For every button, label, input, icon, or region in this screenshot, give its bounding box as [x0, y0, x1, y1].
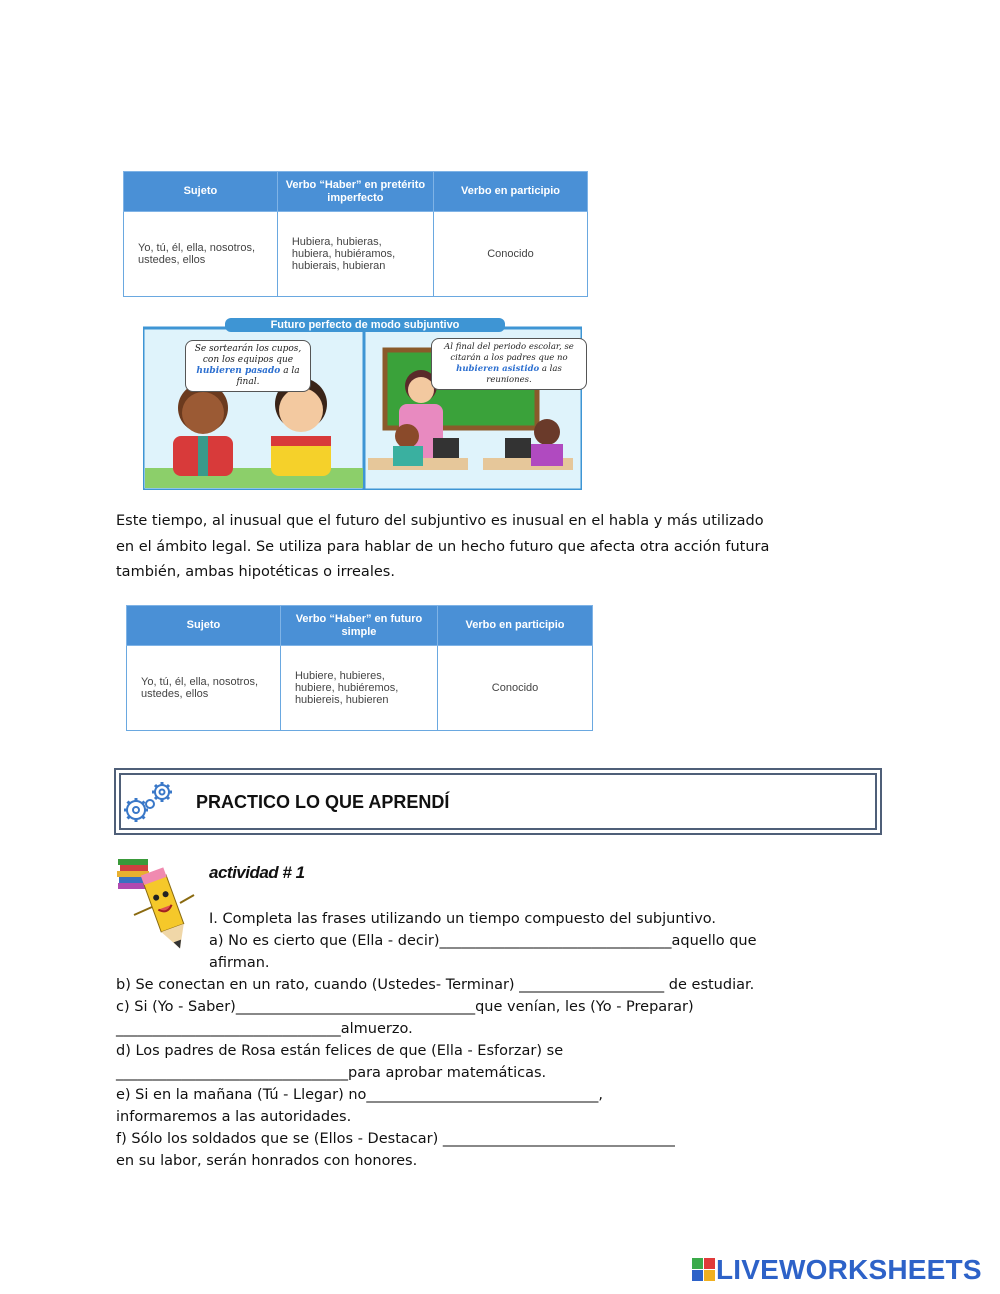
- bubble-text: Se sortearán los cupos, con los equipos que: [194, 344, 302, 365]
- exercise-line[interactable]: a) No es cierto que (Ella - decir)________________________________aquello que: [209, 933, 757, 949]
- speech-bubble-left: [185, 340, 311, 392]
- paragraph-line: también, ambas hipotéticas o irreales.: [116, 564, 395, 580]
- paragraph-line: Este tiempo, al inusual que el futuro del subjuntivo es inusual en el habla y más utilizado: [116, 513, 764, 529]
- bubble-text: a la final.: [236, 366, 300, 387]
- table-cell-participle: Conocido: [433, 212, 587, 297]
- exercise-line[interactable]: b) Se conectan en un rato, cuando (Ustedes- Terminar) ____________________ de estudiar.: [116, 977, 755, 993]
- liveworksheets-logo[interactable]: [692, 1255, 982, 1285]
- exercise-line: d) Los padres de Rosa están felices de que (Ella - Esforzar) se: [116, 1043, 564, 1059]
- table-header: Verbo “Haber” en pretérito imperfecto: [277, 172, 433, 212]
- logo-blocks-icon: [692, 1258, 716, 1282]
- exercise-line: informaremos a las autoridades.: [116, 1109, 352, 1125]
- verb-table-future: [126, 605, 593, 731]
- table-cell-verb: Hubiera, hubieras, hubiera, hubiéramos, hubierais, hubieran: [277, 212, 433, 297]
- table-cell-subject: Yo, tú, él, ella, nosotros, ustedes, ellos: [127, 646, 281, 731]
- table-header: Verbo en participio: [438, 606, 593, 646]
- table-header: Verbo en participio: [433, 172, 587, 212]
- banner-title: PRACTICO LO QUE APRENDÍ: [196, 792, 450, 812]
- activity-title: actividad # 1: [209, 863, 305, 882]
- exercise-line: en su labor, serán honrados con honores.: [116, 1153, 418, 1169]
- explanation-paragraph: [116, 509, 816, 586]
- paragraph-line: en el ámbito legal. Se utiliza para hablar de un hecho futuro que afecta otra acción futura: [116, 538, 770, 555]
- speech-bubble-right: [431, 338, 587, 390]
- table-cell-participle: Conocido: [438, 646, 593, 731]
- bubble-highlight: hubieren pasado: [196, 366, 281, 376]
- illustration-title: Futuro perfecto de modo subjuntivo: [270, 319, 460, 331]
- exercise-line[interactable]: f) Sólo los soldados que se (Ellos - Destacar) ________________________________: [116, 1131, 675, 1147]
- bubble-text: Al final del periodo escolar, se citarán a los padres que no: [444, 342, 574, 363]
- pencil-mascot-icon: [114, 855, 198, 955]
- table-header: Verbo “Haber” en futuro simple: [280, 606, 437, 646]
- verb-table-imperfect: [123, 171, 588, 297]
- exercise-line[interactable]: c) Si (Yo - Saber)_________________________________que venían, les (Yo - Preparar): [116, 999, 694, 1015]
- bubble-text: a las reuniones.: [486, 364, 562, 385]
- table-cell-subject: Yo, tú, él, ella, nosotros, ustedes, ellos: [124, 212, 278, 297]
- exercise-line[interactable]: e) Si en la mañana (Tú - Llegar) no________________________________,: [116, 1087, 604, 1103]
- exercise-line[interactable]: ________________________________para aprobar matemáticas.: [116, 1065, 547, 1081]
- instruction-line: I. Completa las frases utilizando un tiempo compuesto del subjuntivo.: [209, 911, 717, 927]
- exercise-line[interactable]: _______________________________almuerzo.: [116, 1021, 413, 1037]
- gears-icon: [120, 778, 180, 828]
- table-cell-verb: Hubiere, hubieres, hubiere, hubiéremos, hubiereis, hubieren: [280, 646, 437, 731]
- logo-text: LIVEWORKSHEETS: [716, 1254, 982, 1285]
- section-banner: [114, 768, 882, 835]
- bubble-highlight: hubieren asistido: [456, 364, 540, 374]
- comic-illustration: [143, 318, 582, 490]
- table-header: Sujeto: [127, 606, 281, 646]
- exercise-line: afirman.: [209, 955, 270, 971]
- table-header: Sujeto: [124, 172, 278, 212]
